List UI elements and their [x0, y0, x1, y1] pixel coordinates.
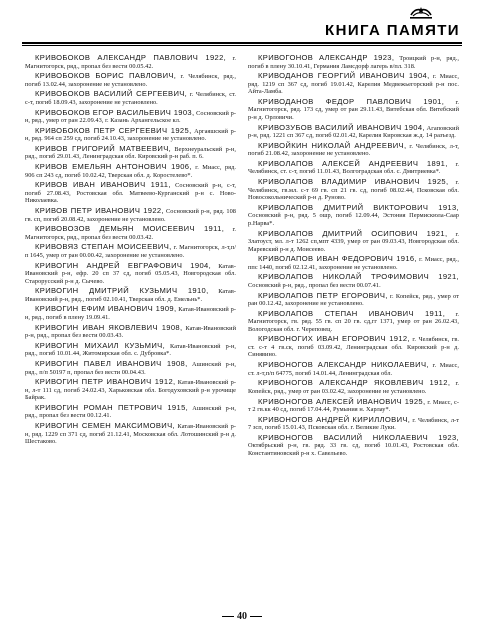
entry-name: КРИВОНОГОВ ВАСИЛИЙ НИКОЛАЕВИЧ 1923, — [258, 432, 459, 442]
entry-details: г. Златоуст, мл. л-т 1262 сп,мпт 4339, умер от ран 09.03.43, Новгородская обл. Маревский р-н д. Моисеево. — [248, 230, 459, 253]
entry-details: Катав-Ивановский р-н, ряд., погиб в плену 19.09.41. — [25, 306, 236, 321]
entry-details: Сосновский р-н, ряд., умер от ран 22.09.43, г. Казань Архангельское кл. — [25, 109, 236, 125]
memorial-entry — [248, 160, 459, 176]
left-column — [25, 54, 236, 448]
entry-name: КРИВОНОГИХ ИВАН ЕГОРОВИЧ 1912, — [258, 334, 410, 344]
entry-details: г. Миасс, ст. л-т,п/п 64775, погиб 14.01.44, Ленинградская обл. — [248, 362, 459, 377]
page-number-dash-left — [222, 616, 234, 617]
entry-details: г. Копейск, ряд., умер от ран 03.02.42, захоронение не установлено. — [248, 380, 460, 395]
entry-name: КРИВОНОГОВ АНДРЕЙ КИРИЛЛОВИЧ, — [258, 414, 411, 424]
entry-details: г. Челябинск, гв. ст. с-т 4 гв.ск, погиб 03.09.42, Ленинградская обл. Кировский р-н д. Синявино. — [248, 336, 460, 359]
memorial-entry — [25, 360, 236, 376]
entry-details: г. Челябинск, ст. с-т, погиб 18.09.43, захоронение не установлено. — [25, 91, 236, 106]
memorial-entry — [248, 204, 459, 228]
entry-details: Катав-Ивановский р-н, л-т 111 сд, погиб 24.02.43, Харьковская обл. Богодуховский р-н урочище Байрак. — [25, 379, 236, 402]
memorial-entry — [248, 292, 459, 308]
entry-name: КРИВОДАНОВ ФЕДОР ПАВЛОВИЧ 1901, — [258, 96, 445, 106]
book-title: КНИГА ПАМЯТИ — [325, 22, 460, 39]
entry-name: КРИВОЛАПОВ ИВАН ФЕДОРОВИЧ 1916, — [258, 254, 417, 264]
memorial-entry — [25, 127, 236, 143]
memorial-entry — [248, 230, 459, 254]
memorial-entry — [248, 335, 459, 359]
entry-name: КРИВОНОГОВ АЛЕКСЕЙ ИВАНОВИЧ 1925, — [258, 396, 426, 406]
header-rule-thin — [22, 45, 462, 46]
entry-name: КРИВОЛАПОВ ДМИТРИЙ ОСИПОВИЧ 1921, — [258, 228, 448, 238]
memorial-entry — [25, 305, 236, 321]
memorial-entry — [248, 255, 459, 271]
entry-name: КРИВОЛАПОВ НИКОЛАЙ ТРОФИМОВИЧ 1921, — [258, 272, 459, 282]
entry-name: КРИВОБОКОВ ЕГОР ВАСИЛЬЕВИЧ 1903, — [35, 107, 195, 117]
memorial-entry — [248, 72, 459, 96]
entry-name: КРИВОВ ПЕТР ИВАНОВИЧ 1922, — [35, 206, 164, 215]
entry-name: КРИВОГИН МИХАИЛ КУЗЬМИЧ, — [35, 340, 166, 350]
entry-name: КРИВОБОКОВ АЛЕКСАНДР ПАВЛОВИЧ 1922, — [35, 53, 227, 62]
entry-name: КРИВОЛАПОВ СТЕПАН ИВАНОВИЧ 1911, — [258, 308, 446, 318]
memorial-entry — [248, 273, 459, 289]
entry-name: КРИВОБОКОВ ПЕТР СЕРГЕЕВИЧ 1925, — [35, 125, 192, 135]
entry-details: Аргаяшский р-н, ряд. 964 сп 259 сд, погиб 24.10.43, захоронение не установлено. — [25, 127, 236, 143]
entry-details: Агаповский р-н, ряд. 1221 сп 367 сд, погиб 02.01.42, Карелия Кировская ж.д. 14 разъезд. — [248, 124, 459, 140]
entry-details: г. Магнитогорск, ряд. 173 сд, умер от ран 29.11.43, Витебская обл. Витебский р-н д. Орловичи. — [248, 98, 459, 121]
memorial-entry — [25, 207, 236, 223]
entry-name: КРИВОВ ИВАН ИВАНОВИЧ 1911, — [35, 180, 171, 190]
entry-details: Катав-Ивановский р-н, ряд. 1229 сп 371 сд, погиб 21.12.41, Московская обл. Лотошинский р-н д. Шестаково. — [25, 423, 236, 446]
memorial-entry — [25, 324, 236, 340]
entry-name: КРИВОГИН ЕФИМ ИВАНОВИЧ 1909, — [35, 304, 177, 314]
entry-name: КРИВОГИН ДМИТРИЙ КУЗЬМИЧ 1910, — [35, 286, 209, 296]
entry-name: КРИВОГИН СЕМЕН МАКСИМОВИЧ, — [35, 421, 175, 431]
entry-name: КРИВОБОКОВ БОРИС ПАВЛОВИЧ, — [35, 71, 177, 81]
entry-details: Октябрьский р-н, гв. ряд. 33 гв. сд, погиб 10.01.43, Ростовская обл. Константиновский р-н х. Савельево. — [248, 442, 459, 457]
entry-name: КРИВОГОНОВ АЛЕКСАНДР 1923, — [258, 53, 395, 62]
entry-name: КРИВОНОГОВ АЛЕКСАНДР ЯКОВЛЕВИЧ 1912, — [258, 378, 451, 388]
memorial-entry — [25, 163, 236, 179]
page-number — [0, 611, 484, 622]
memorial-entry — [248, 98, 459, 122]
memorial-entry — [25, 90, 236, 106]
memorial-entry — [25, 145, 236, 161]
entry-details: г. Миасс, ряд. 906 сп 243 сд, погиб 10.02.42, Тверская обл. д. Коростелево*. — [25, 164, 237, 179]
memorial-entry — [248, 416, 459, 432]
entry-details: Верхнеуральский р-н, ряд., погиб 29.01.43, Ленинградская обл. Кировский р-н раб. п. 6. — [25, 145, 236, 161]
memorial-entry — [248, 310, 459, 334]
memorial-entry — [248, 434, 459, 458]
right-column — [248, 54, 459, 460]
entry-details: г. Челябинск, гв.мл. с-т 69 гв. сп 21 гв. сд, погиб 08.02.44, Псковская обл. Новосокольнический р-н д. Руново. — [248, 179, 460, 202]
memorial-entry — [25, 109, 236, 125]
entry-details: Сосновский р-н, с-т, погиб 27.08.43, Ростовская обл. Матвеево-Курганский р-н с. Ново-Николаевка. — [25, 182, 236, 205]
entry-details: г. Челябинск, л-т, погиб 21.08.42, захоронение не установлено. — [248, 142, 459, 158]
entry-name: КРИВОГИН ИВАН ЯКОВЛЕВИЧ 1908, — [35, 322, 183, 332]
entry-details: Ашинский р-н, ряд., пропал без вести 00.12.41. — [25, 404, 236, 420]
memorial-entry — [25, 404, 236, 420]
entry-details: Катав-Ивановский р-н, ряд., погиб 10.01.44, Житомирская обл. с. Дубровка*. — [25, 342, 236, 358]
entry-name: КРИВОВ ГРИГОРИЙ МАТВЕЕВИЧ, — [35, 143, 172, 153]
entry-details: Катав-Ивановский р-н, ряд., погиб 02.10.41, Тверская обл. д. Емельнь*. — [25, 288, 236, 303]
memorial-entry — [25, 262, 236, 286]
entry-name: КРИВОЛАПОВ ПЕТР ЕГОРОВИЧ, — [258, 290, 388, 300]
entry-name: КРИВОЙКИН НИКОЛАЙ АНДРЕЕВИЧ, — [258, 140, 407, 150]
entry-details: г. Магнитогорск, ряд., пропал без вести 00.05.42. — [25, 55, 236, 70]
entry-details: г. Магнитогорск, гв. ряд. 55 гв. сп 20 гв. сд,гг 1371, умер от ран 26.02.43, Вологодская обл. г. Череповец. — [248, 310, 459, 333]
entry-name: КРИВОГИН ПАВЕЛ ИВАНОВИЧ 1908, — [35, 359, 188, 368]
memorial-entry — [248, 124, 459, 140]
entry-name: КРИВОНОГОВ АЛЕКСАНДР НИКОЛАЕВИЧ, — [258, 360, 429, 370]
memorial-entry — [25, 287, 236, 303]
entry-name: КРИВОГИН АНДРЕЙ ЕВГРАФОВИЧ 1904, — [35, 260, 212, 270]
memorial-entry — [25, 243, 236, 259]
entry-details: г. Миасс, ряд. 1219 сп 367 сд, погиб 19.01.42, Карелия Медвежьегорский р-н пос. Айта-Ламба. — [248, 73, 459, 96]
entry-name: КРИВОВЯЗ СТЕПАН МОИСЕЕВИЧ, — [35, 242, 172, 252]
entry-details: г. Магнитогорск, л-т,п/п 1645, умер от ран 00.00.42, захоронение не установлено. — [25, 244, 236, 259]
memorial-entry — [25, 181, 236, 205]
entry-name: КРИВОЛАПОВ ДМИТРИЙ ВИКТОРОВИЧ 1913, — [258, 202, 459, 212]
entry-name: КРИВОВОЗОВ ДЕМЬЯН МОИСЕЕВИЧ 1911, — [35, 224, 225, 234]
entry-details: г. Челябинск, л-т 7 зсп, погиб 15.01.43, Псковская обл. г. Великие Луки. — [248, 416, 460, 432]
laurel-star-emblem-icon — [408, 6, 434, 20]
entry-name: КРИВОБОКОВ ВАСИЛИЙ СЕРГЕЕВИЧ, — [35, 89, 188, 99]
page-number-value: 40 — [237, 611, 247, 622]
memorial-entry — [248, 398, 459, 414]
entry-details: г. Магнитогорск, ряд., пропал без вести 00.03.42. — [25, 226, 236, 241]
entry-details: г. Миасс, с-т 2 гв.кк 40 сд, погиб 17.04.44, Румыния н. Харлау*. — [248, 398, 460, 413]
entry-name: КРИВОГИН ПЕТР ИВАНОВИЧ 1912, — [35, 377, 176, 387]
entry-details: г. Миасс, ряд., ппс 1440, погиб 02.12.41, захоронение не установлено. — [248, 256, 459, 271]
page-number-dash-right — [250, 616, 262, 617]
memorial-entry — [248, 361, 459, 377]
memorial-entry — [25, 225, 236, 241]
entry-details: Сосновский р-н, ряд. 5 ошр, погиб 12.09.44, Эстония Пермискюла-Саар р.Нарва*. — [248, 212, 459, 227]
entry-details: Сосновский р-н, ряд., пропал без вести 00.07.41. — [248, 281, 381, 289]
entry-details: г. Копейск, ряд., умер от ран 00.12.42, захоронение не установлено. — [248, 292, 460, 308]
entry-name: КРИВОДАНОВ ГЕОРГИЙ ИВАНОВИЧ 1904, — [258, 71, 430, 81]
memorial-entry — [25, 342, 236, 358]
memorial-entry — [25, 72, 236, 88]
entry-details: г. Челябинск, ст. с-т, погиб 11.01.43, Волгоградская обл. с. Дмитриевка*. — [248, 160, 460, 176]
page-header — [0, 0, 484, 50]
entry-details: Ашинский р-н, ряд., п/п 50197 п, пропал без вести 00.04.43. — [25, 361, 236, 376]
entry-details: Троицкий р-н, ряд., погиб в плену 30.10.41, Германия Ламсдорф лагерь в/пл. 318. — [248, 55, 459, 70]
memorial-entry — [248, 54, 459, 70]
memorial-entry — [25, 422, 236, 446]
entry-name: КРИВОЗУБОВ ВАСИЛИЙ ИВАНОВИЧ 1904, — [258, 122, 425, 132]
entry-name: КРИВОВ ЕМЕЛЬЯН АНТОНОВИЧ 1906, — [35, 162, 192, 172]
entry-details: Катав-Ивановский р-н, ефр. 20 сп 37 сд, погиб 05.05.43, Новгородская обл. Старорусский р-н д. Сычево. — [25, 262, 236, 285]
entry-name: КРИВОГИН РОМАН ПЕТРОВИЧ 1915, — [35, 402, 189, 412]
entry-name: КРИВОЛАПОВ АЛЕКСЕЙ АНДРЕЕВИЧ 1891, — [258, 158, 448, 168]
memorial-entry — [248, 178, 459, 202]
entry-details: г. Челябинск, ряд., погиб 13.02.44, захоронение не установлено. — [25, 73, 236, 88]
memorial-entry — [248, 142, 459, 158]
memorial-entry — [25, 54, 236, 70]
entry-details: Катав-Ивановский р-н, ряд., пропал без вести 00.03.43. — [25, 324, 236, 340]
header-rule — [22, 42, 462, 44]
entry-details: Сосновский р-н, ряд. 108 гв. сп, погиб 20.08.42, захоронение не установлено. — [25, 208, 236, 223]
entry-name: КРИВОЛАПОВ ВЛАДИМИР ИВАНОВИЧ 1925, — [258, 177, 449, 187]
memorial-entry — [25, 378, 236, 402]
memorial-entry — [248, 379, 459, 395]
